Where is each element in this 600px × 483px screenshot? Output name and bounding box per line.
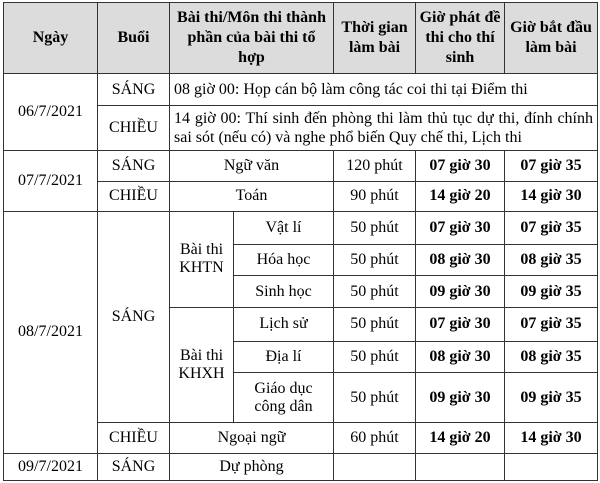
start-time-cell — [505, 453, 598, 480]
subject-cell: Ngữ văn — [170, 150, 334, 181]
date-cell: 08/7/2021 — [4, 211, 98, 453]
distribute-time-cell: 07 giờ 30 — [416, 211, 505, 244]
note-cell: 08 giờ 00: Họp cán bộ làm công tác coi thi tại Điểm thi — [170, 74, 598, 106]
distribute-time-cell: 07 giờ 30 — [416, 307, 505, 341]
header-row — [4, 3, 598, 74]
date-cell: 09/7/2021 — [4, 453, 98, 480]
table-row — [4, 150, 598, 181]
duration-cell: 50 phút — [334, 211, 416, 244]
distribute-time-cell: 08 giờ 30 — [416, 245, 505, 276]
distribute-time-cell: 07 giờ 30 — [416, 150, 505, 181]
start-time-cell: 14 giờ 30 — [505, 423, 598, 453]
date-cell: 07/7/2021 — [4, 150, 98, 211]
duration-cell: 90 phút — [334, 181, 416, 211]
distribute-time-cell — [416, 453, 505, 480]
distribute-time-cell: 14 giờ 20 — [416, 423, 505, 453]
subject-cell: Địa lí — [234, 341, 334, 372]
start-time-cell: 07 giờ 35 — [505, 307, 598, 341]
start-time-cell: 07 giờ 35 — [505, 150, 598, 181]
header-session: Buổi — [98, 3, 170, 74]
duration-cell — [334, 453, 416, 480]
subject-cell: Vật lí — [234, 211, 334, 244]
start-time-cell: 14 giờ 30 — [505, 181, 598, 211]
date-cell: 06/7/2021 — [4, 74, 98, 151]
table-row — [4, 74, 598, 106]
subject-cell: Sinh học — [234, 276, 334, 307]
session-cell: SÁNG — [98, 453, 170, 480]
subject-cell: Ngoại ngữ — [170, 423, 334, 453]
subject-cell: Giáo dục công dân — [234, 373, 334, 423]
start-time-cell: 08 giờ 35 — [505, 341, 598, 372]
distribute-time-cell: 09 giờ 30 — [416, 276, 505, 307]
start-time-cell: 08 giờ 35 — [505, 245, 598, 276]
table-row — [4, 211, 598, 244]
session-cell: SÁNG — [98, 211, 170, 423]
note-cell: 14 giờ 00: Thí sinh đến phòng thi làm thủ tục dự thi, đính chính sai sót (nếu có) và nghe phổ biến Quy chế thi, Lịch thi — [170, 106, 598, 150]
group-cell-khtn: Bài thi KHTN — [170, 211, 234, 307]
duration-cell: 50 phút — [334, 341, 416, 372]
duration-cell: 120 phút — [334, 150, 416, 181]
distribute-time-cell: 14 giờ 20 — [416, 181, 505, 211]
distribute-time-cell: 09 giờ 30 — [416, 373, 505, 423]
table-row — [4, 453, 598, 480]
duration-cell: 50 phút — [334, 373, 416, 423]
header-subject: Bài thi/Môn thi thành phần của bài thi tổ hợp — [170, 3, 334, 74]
start-time-cell: 09 giờ 35 — [505, 276, 598, 307]
session-cell: CHIỀU — [98, 106, 170, 150]
duration-cell: 50 phút — [334, 276, 416, 307]
duration-cell: 50 phút — [334, 307, 416, 341]
subject-cell: Toán — [170, 181, 334, 211]
header-duration: Thời gian làm bài — [334, 3, 416, 74]
header-distribute-time: Giờ phát đề thi cho thí sinh — [416, 3, 505, 74]
group-cell-khxh: Bài thi KHXH — [170, 307, 234, 423]
subject-cell: Dự phòng — [170, 453, 334, 480]
distribute-time-cell: 08 giờ 30 — [416, 341, 505, 372]
duration-cell: 60 phút — [334, 423, 416, 453]
session-cell: SÁNG — [98, 74, 170, 106]
subject-cell: Hóa học — [234, 245, 334, 276]
subject-cell: Lịch sử — [234, 307, 334, 341]
start-time-cell: 09 giờ 35 — [505, 373, 598, 423]
duration-cell: 50 phút — [334, 245, 416, 276]
session-cell: SÁNG — [98, 150, 170, 181]
exam-schedule-table — [3, 2, 598, 481]
header-start-time: Giờ bắt đầu làm bài — [505, 3, 598, 74]
session-cell: CHIỀU — [98, 181, 170, 211]
header-date: Ngày — [4, 3, 98, 74]
start-time-cell: 07 giờ 35 — [505, 211, 598, 244]
session-cell: CHIỀU — [98, 423, 170, 453]
